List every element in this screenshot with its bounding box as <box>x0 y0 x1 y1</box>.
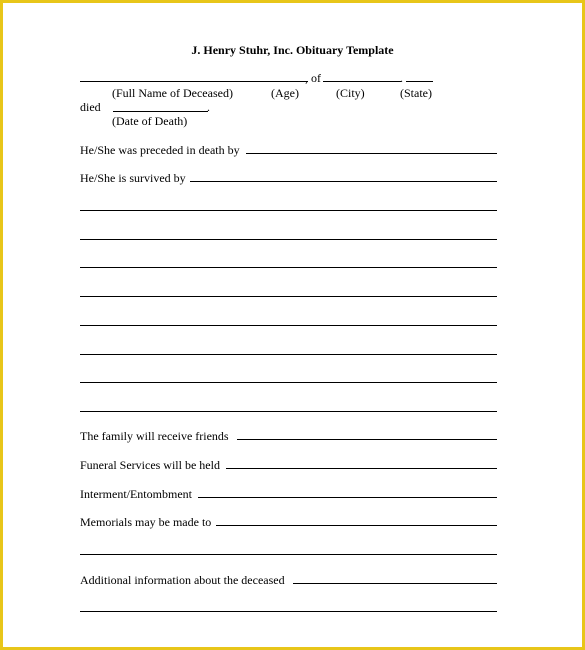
of-label: , of <box>305 71 321 85</box>
interment-label: Interment/Entombment <box>80 487 192 501</box>
services-label: Funeral Services will be held <box>80 458 220 472</box>
survived-field[interactable] <box>190 181 497 182</box>
blank-line[interactable] <box>80 267 497 268</box>
preceded-field[interactable] <box>246 153 497 154</box>
blank-line[interactable] <box>80 354 497 355</box>
state-caption: (State) <box>400 86 432 100</box>
date-of-death-field[interactable] <box>113 111 208 112</box>
age-caption: (Age) <box>271 86 299 100</box>
services-field[interactable] <box>226 468 497 469</box>
additional-label: Additional information about the deceased <box>80 573 285 587</box>
survived-label: He/She is survived by <box>80 171 186 185</box>
blank-line[interactable] <box>80 411 497 412</box>
page-title: J. Henry Stuhr, Inc. Obituary Template <box>191 43 394 57</box>
full-name-caption: (Full Name of Deceased) <box>112 86 233 100</box>
died-label: died <box>80 100 101 114</box>
state-field[interactable] <box>406 81 433 82</box>
blank-line[interactable] <box>80 554 497 555</box>
period-label: . <box>400 71 403 85</box>
interment-field[interactable] <box>198 497 497 498</box>
city-caption: (City) <box>336 86 365 100</box>
date-period-label: . <box>207 100 210 114</box>
blank-line[interactable] <box>80 611 497 612</box>
blank-line[interactable] <box>80 210 497 211</box>
preceded-label: He/She was preceded in death by <box>80 143 240 157</box>
friends-label: The family will receive friends <box>80 429 229 443</box>
age-city-field[interactable] <box>323 81 401 82</box>
blank-line[interactable] <box>80 239 497 240</box>
blank-line[interactable] <box>80 296 497 297</box>
memorials-label: Memorials may be made to <box>80 515 212 529</box>
friends-field[interactable] <box>237 439 497 440</box>
full-name-field[interactable] <box>80 81 308 82</box>
memorials-field[interactable] <box>216 525 497 526</box>
additional-field[interactable] <box>293 583 497 584</box>
blank-line[interactable] <box>80 382 497 383</box>
blank-line[interactable] <box>80 325 497 326</box>
date-of-death-caption: (Date of Death) <box>112 114 188 128</box>
